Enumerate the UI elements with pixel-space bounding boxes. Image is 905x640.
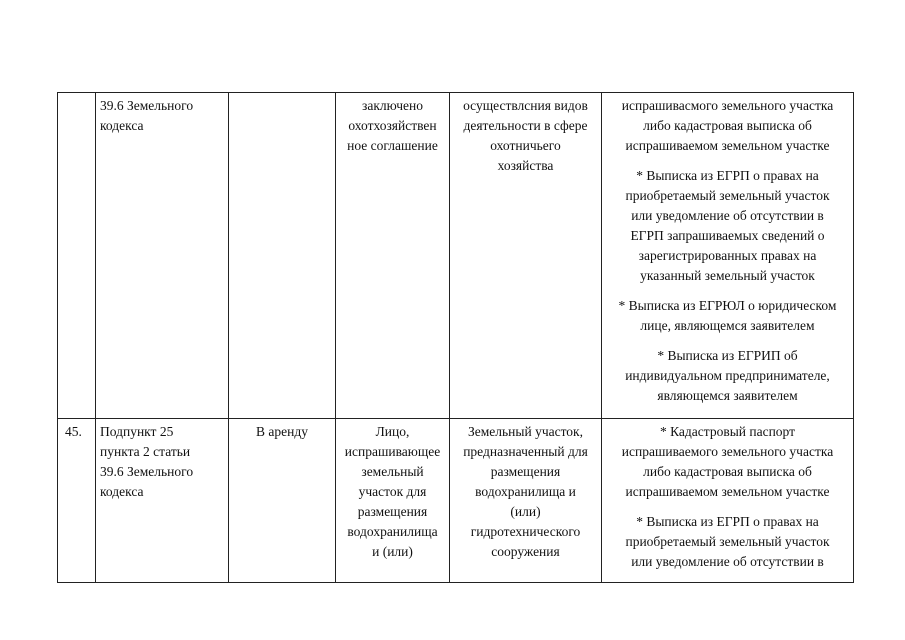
text-line: и (или) xyxy=(372,544,413,559)
text-line: * Кадастровый паспорт xyxy=(659,424,796,439)
text-line: * Выписка из ЕГРЮЛ о юридическом xyxy=(618,298,837,313)
text-line: водохранилища и xyxy=(475,484,576,499)
text-line: размещения xyxy=(357,504,428,519)
text-line: пункта 2 статьи xyxy=(100,444,191,459)
text-line: охотхозяйствен xyxy=(348,118,437,133)
text-line: * Выписка из ЕГРП о правах на xyxy=(636,514,819,529)
document-item xyxy=(606,512,849,572)
text-line: испрашивасмого земельного участка xyxy=(621,98,834,113)
row-number-cell xyxy=(58,419,96,583)
required-documents-cell xyxy=(602,93,854,419)
text-line: либо кадастровая выписка об xyxy=(643,118,812,133)
document-item xyxy=(606,346,849,406)
text-line: охотничьего xyxy=(490,138,561,153)
table-row xyxy=(58,419,854,583)
text-line: Подпункт 25 xyxy=(100,424,174,439)
row-number: 45. xyxy=(65,424,82,439)
text-line: 39.6 Земельного xyxy=(100,464,194,479)
text-line: испрашиваемом земельном участке xyxy=(625,484,830,499)
text-line: приобретаемый земельный участок xyxy=(625,188,830,203)
text-line: или уведомление об отсутствии в xyxy=(631,554,824,569)
text-line: приобретаемый земельный участок xyxy=(625,534,830,549)
applicant-cell xyxy=(336,93,450,419)
text-line: * Выписка из ЕГРП о правах на xyxy=(636,168,819,183)
text-line: гидротехнического xyxy=(470,524,581,539)
right-type-cell xyxy=(229,419,336,583)
text-line: сооружения xyxy=(491,544,560,559)
text-line: участок для xyxy=(358,484,427,499)
land-purpose-cell xyxy=(450,419,602,583)
text-line: деятельности в сфере xyxy=(463,118,588,133)
text-line: либо кадастровая выписка об xyxy=(643,464,812,479)
applicant-cell xyxy=(336,419,450,583)
text-line: хозяйства xyxy=(497,158,554,173)
text-line: размещения xyxy=(490,464,561,479)
text-line: ное соглашение xyxy=(347,138,438,153)
document-item xyxy=(606,296,849,336)
required-documents-cell xyxy=(602,419,854,583)
text-line: * Выписка из ЕГРИП об xyxy=(657,348,798,363)
right-type: В аренду xyxy=(256,424,308,439)
document-item xyxy=(606,96,849,156)
text-line: испрашиваемого земельного участка xyxy=(621,444,834,459)
text-line: являющемся заявителем xyxy=(657,388,798,403)
text-line: кодекса xyxy=(100,118,144,133)
land-purpose-cell xyxy=(450,93,602,419)
text-line: водохранилища xyxy=(347,524,438,539)
text-line: указанный земельный участок xyxy=(640,268,815,283)
text-line: Земельный участок, xyxy=(467,424,583,439)
table-row xyxy=(58,93,854,419)
text-line: предназначенный для xyxy=(463,444,588,459)
text-line: заключено xyxy=(362,98,423,113)
text-line: зарегистрированных правах на xyxy=(638,248,817,263)
document-item xyxy=(606,166,849,286)
document-item xyxy=(606,422,849,502)
row-number-cell xyxy=(58,93,96,419)
text-line: или уведомление об отсутствии в xyxy=(631,208,824,223)
text-line: земельный xyxy=(361,464,424,479)
text-line: испрашиваемом земельном участке xyxy=(625,138,830,153)
text-line: индивидуальном предпринимателе, xyxy=(625,368,830,383)
legal-basis-cell xyxy=(96,419,229,583)
right-type-cell xyxy=(229,93,336,419)
text-line: осуществлсния видов xyxy=(463,98,588,113)
text-line: лице, являющемся заявителем xyxy=(640,318,815,333)
text-line: испрашивающее xyxy=(344,444,441,459)
land-documents-table xyxy=(57,92,854,583)
text-line: Лицо, xyxy=(375,424,410,439)
text-line: кодекса xyxy=(100,484,144,499)
text-line: ЕГРП запрашиваемых сведений о xyxy=(630,228,825,243)
text-line: 39.6 Земельного xyxy=(100,98,194,113)
table-body xyxy=(58,93,854,583)
text-line: (или) xyxy=(510,504,541,519)
legal-basis-cell xyxy=(96,93,229,419)
